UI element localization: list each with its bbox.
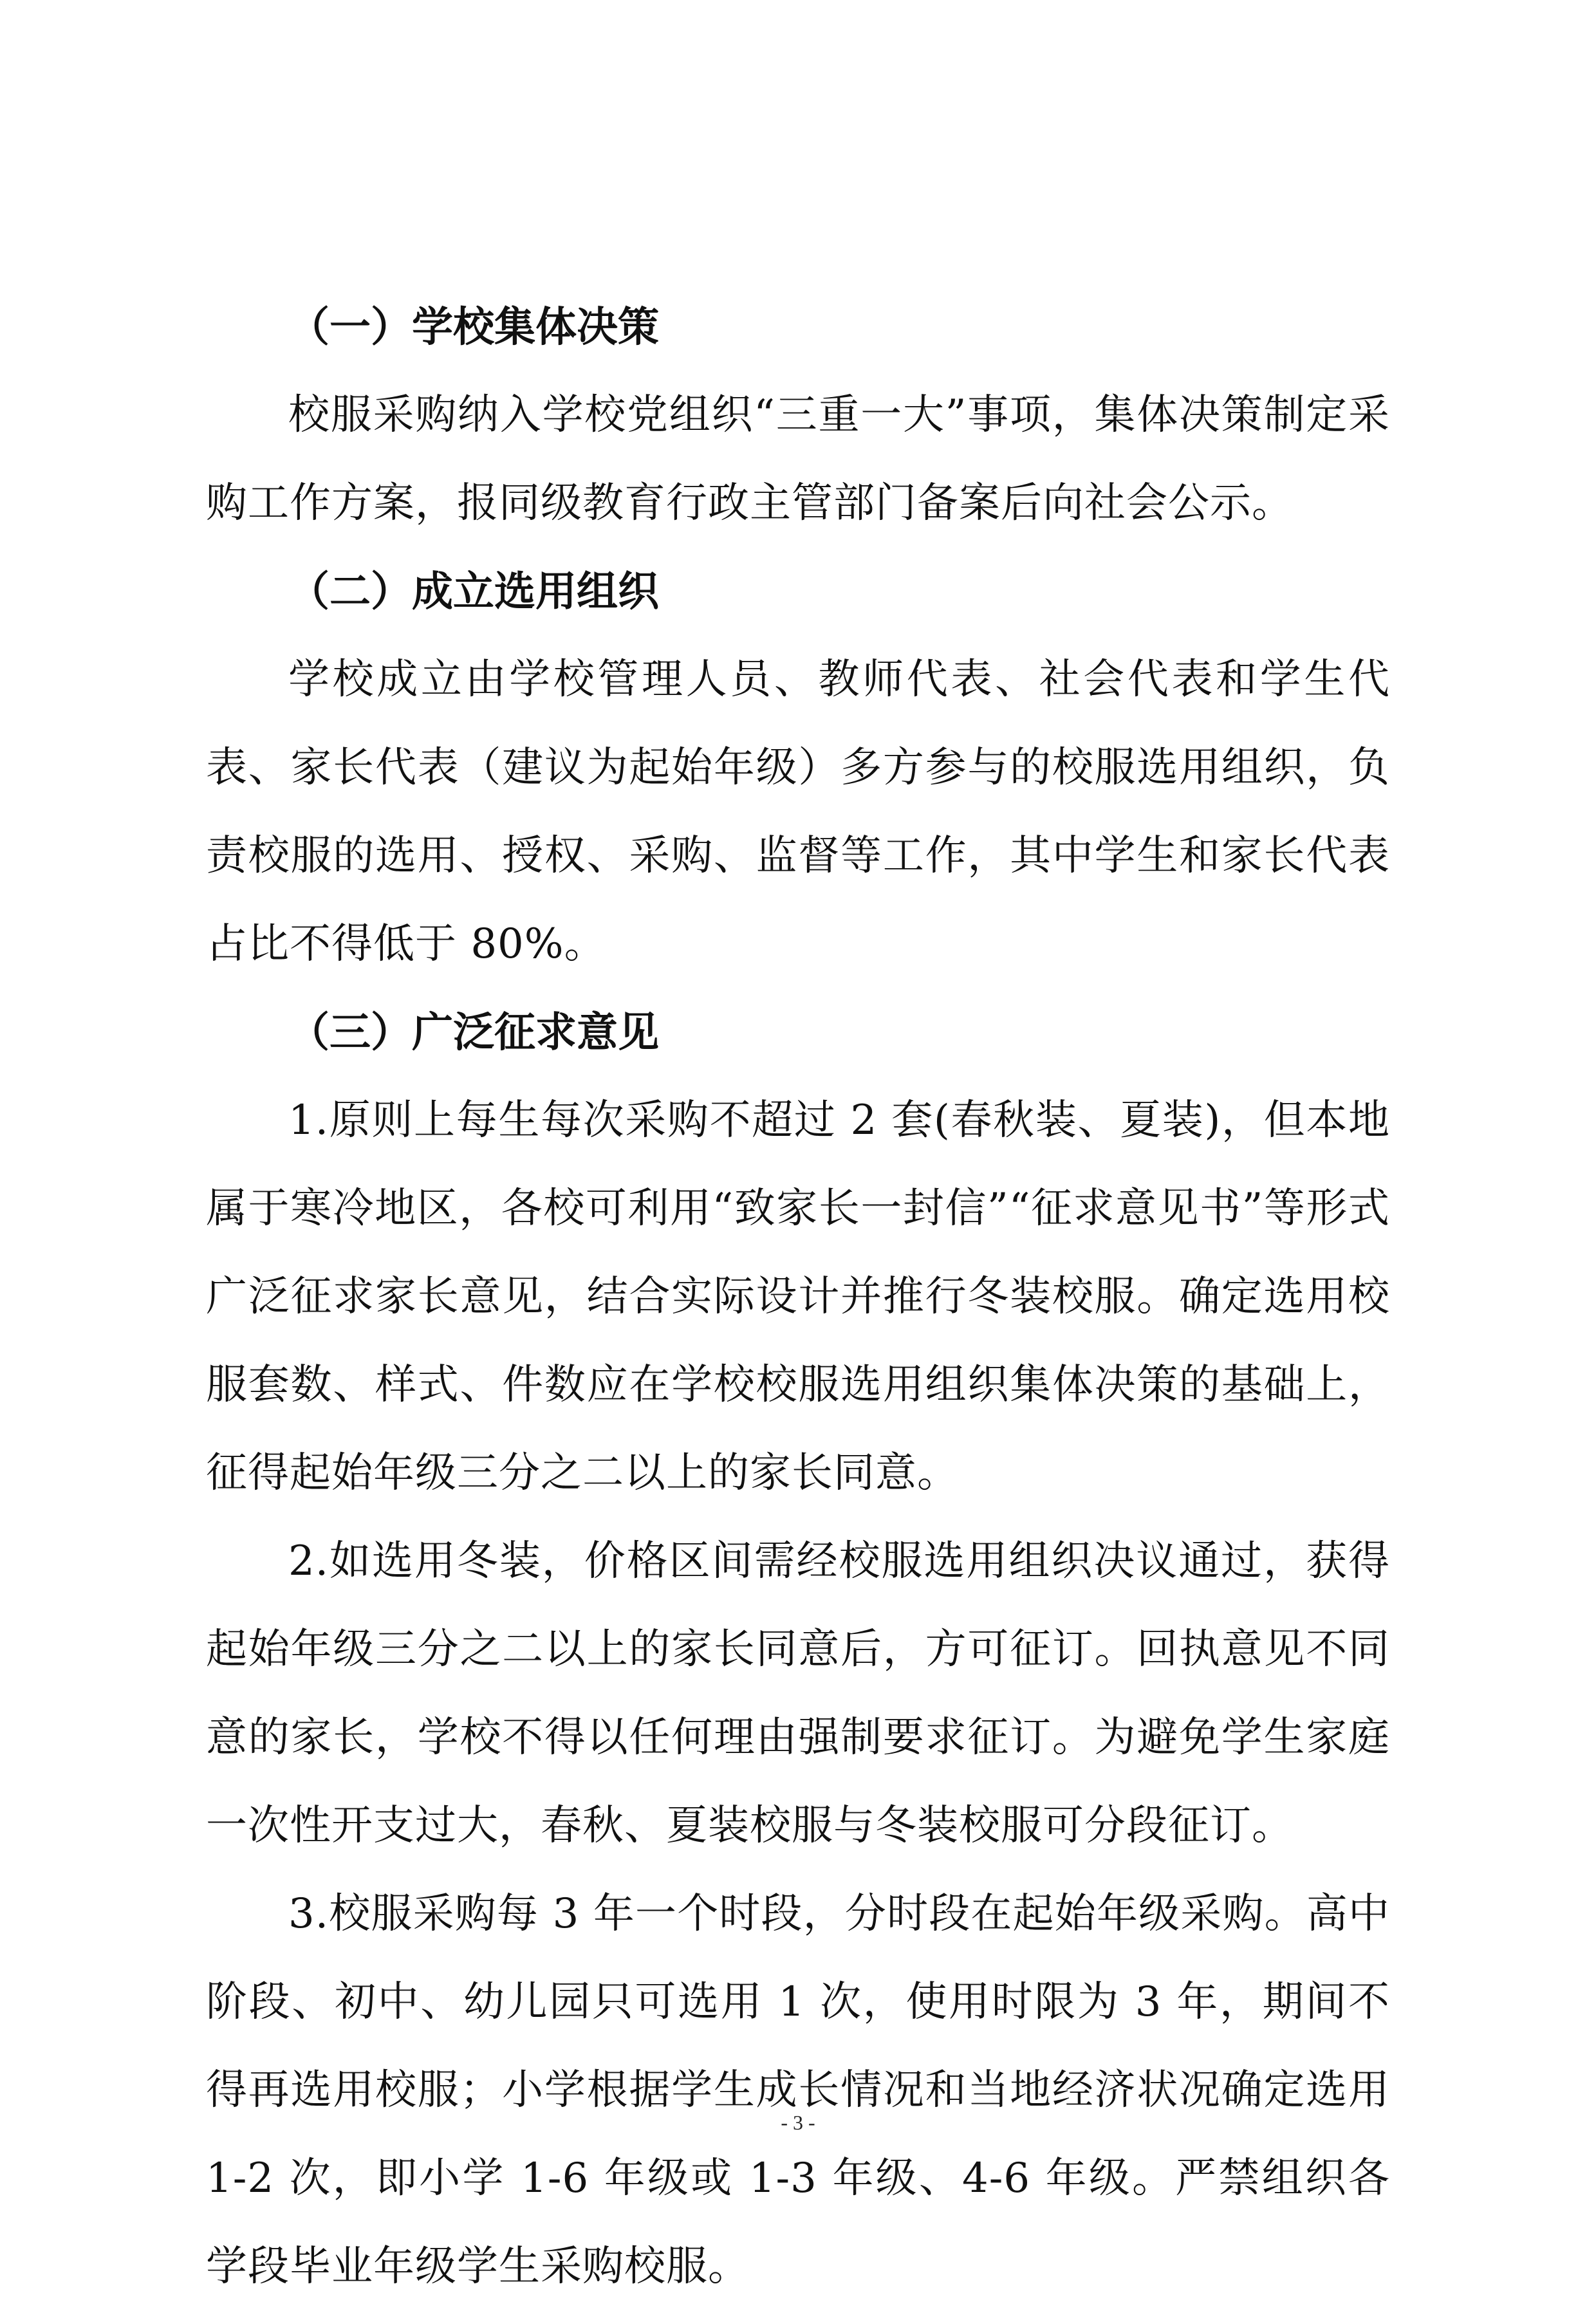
paragraph-2-1: 学校成立由学校管理人员、教师代表、社会代表和学生代表、家长代表（建议为起始年级）多方参与的校服选用组织，负责校服的选用、授权、采购、监督等工作，其中学生和家长代表占比不得低于 80%。 [206, 656, 1390, 968]
paragraph-1-1: 校服采购纳入学校党组织“三重一大”事项，集体决策制定采购工作方案，报同级教育行政主管部门备案后向社会公示。 [206, 391, 1390, 527]
paragraph-3-1: 1.原则上每生每次采购不超过 2 套(春秋装、夏装)，但本地属于寒冷地区，各校可利用“致家长一封信”“征求意见书”等形式广泛征求家长意见，结合实际设计并推行冬装校服。确定选用校服套数、样式、件数应在学校校服选用组织集体决策的基础上，征得起始年级三分之二以上的家长同意。 [206, 1097, 1390, 1497]
document-page [206, 283, 1390, 2311]
section-heading-1: （一）学校集体决策 [288, 303, 659, 351]
page-number: - 3 - [781, 2111, 815, 2134]
paragraph-3-3: 3.校服采购每 3 年一个时段，分时段在起始年级采购。高中阶段、初中、幼儿园只可选用 1 次，使用时限为 3 年，期间不得再选用校服；小学根据学生成长情况和当地经济状况确定选用1-2 次，即小学 1-6 年级或 1-3 年级、4-6 年级。严禁组织各学段毕业年级学生采购校服。 [206, 1890, 1390, 2290]
paragraph-3-2: 2.如选用冬装，价格区间需经校服选用组织决议通过，获得起始年级三分之二以上的家长同意后，方可征订。回执意见不同意的家长，学校不得以任何理由强制要求征订。为避免学生家庭一次性开支过大，春秋、夏装校服与冬装校服可分段征订。 [206, 1537, 1390, 1850]
section-heading-2: （二）成立选用组织 [288, 568, 659, 616]
section-heading-3: （三）广泛征求意见 [288, 1008, 659, 1057]
